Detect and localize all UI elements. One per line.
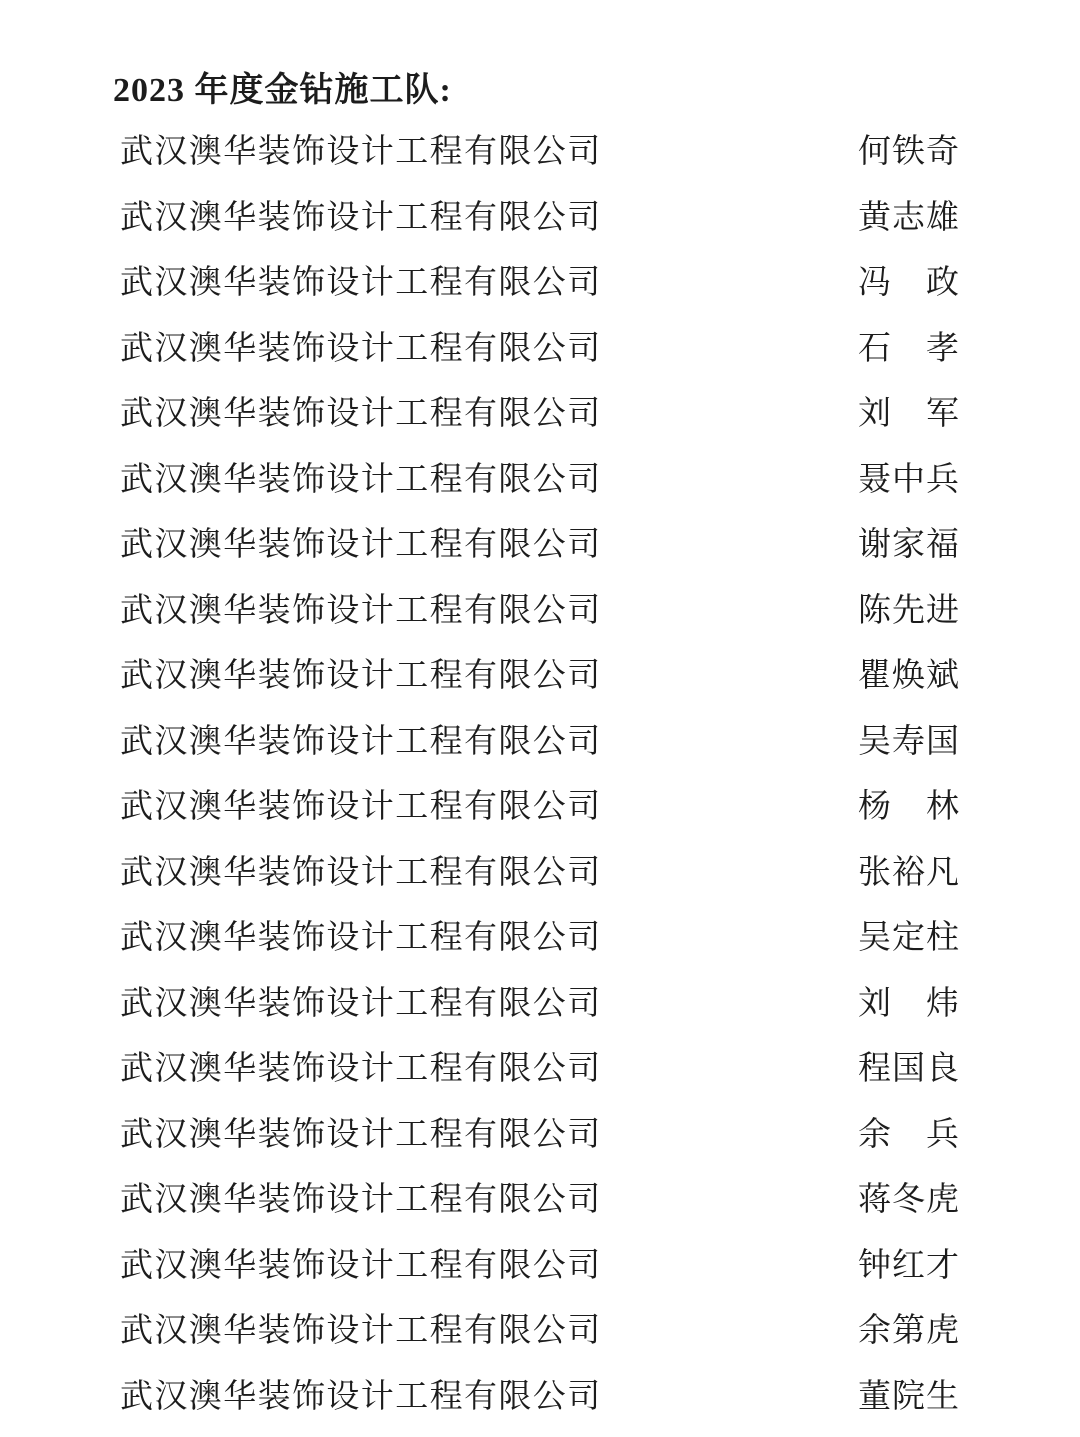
company-name: 武汉澳华装饰设计工程有限公司 xyxy=(120,265,602,302)
company-name: 武汉澳华装饰设计工程有限公司 xyxy=(120,1051,602,1088)
company-name: 武汉澳华装饰设计工程有限公司 xyxy=(120,461,602,498)
person-name: 黄志雄 xyxy=(858,199,960,236)
company-name: 武汉澳华装饰设计工程有限公司 xyxy=(120,1247,602,1284)
list-item xyxy=(0,837,1080,903)
company-name: 武汉澳华装饰设计工程有限公司 xyxy=(120,134,602,171)
person-name: 董院生 xyxy=(858,1378,960,1415)
list-item xyxy=(0,968,1080,1034)
person-name: 钟红才 xyxy=(858,1247,960,1284)
person-name: 冯 政 xyxy=(858,265,960,302)
list-item xyxy=(0,182,1080,248)
person-name: 聂中兵 xyxy=(858,461,960,498)
list-item xyxy=(0,444,1080,510)
list-item xyxy=(0,902,1080,968)
company-name: 武汉澳华装饰设计工程有限公司 xyxy=(120,1182,602,1219)
person-name: 程国良 xyxy=(858,1051,960,1088)
company-name: 武汉澳华装饰设计工程有限公司 xyxy=(120,527,602,564)
person-name: 瞿焕斌 xyxy=(858,658,960,695)
company-name: 武汉澳华装饰设计工程有限公司 xyxy=(120,789,602,826)
list-item xyxy=(0,1033,1080,1099)
person-name: 吴寿国 xyxy=(858,723,960,760)
list-item xyxy=(0,247,1080,313)
company-name: 武汉澳华装饰设计工程有限公司 xyxy=(120,1378,602,1415)
company-name: 武汉澳华装饰设计工程有限公司 xyxy=(120,1313,602,1350)
list-item xyxy=(0,1230,1080,1296)
company-name: 武汉澳华装饰设计工程有限公司 xyxy=(120,985,602,1022)
person-name: 余 兵 xyxy=(858,1116,960,1153)
person-name: 杨 林 xyxy=(858,789,960,826)
person-name: 刘 军 xyxy=(858,396,960,433)
list-item xyxy=(0,1099,1080,1165)
person-name: 余第虎 xyxy=(858,1313,960,1350)
person-name: 吴定柱 xyxy=(858,920,960,957)
list-item xyxy=(0,575,1080,641)
person-name: 刘 炜 xyxy=(858,985,960,1022)
list-item xyxy=(0,706,1080,772)
list-item xyxy=(0,1361,1080,1427)
company-name: 武汉澳华装饰设计工程有限公司 xyxy=(120,1116,602,1153)
list-item xyxy=(0,378,1080,444)
page-title: 2023 年度金钻施工队: xyxy=(113,72,452,109)
list-item xyxy=(0,1295,1080,1361)
person-name: 张裕凡 xyxy=(858,854,960,891)
award-list xyxy=(0,116,1080,1426)
company-name: 武汉澳华装饰设计工程有限公司 xyxy=(120,854,602,891)
person-name: 石 孝 xyxy=(858,330,960,367)
list-item xyxy=(0,509,1080,575)
company-name: 武汉澳华装饰设计工程有限公司 xyxy=(120,330,602,367)
company-name: 武汉澳华装饰设计工程有限公司 xyxy=(120,723,602,760)
person-name: 蒋冬虎 xyxy=(858,1182,960,1219)
list-item xyxy=(0,313,1080,379)
person-name: 何铁奇 xyxy=(858,134,960,171)
company-name: 武汉澳华装饰设计工程有限公司 xyxy=(120,592,602,629)
list-item xyxy=(0,1164,1080,1230)
company-name: 武汉澳华装饰设计工程有限公司 xyxy=(120,396,602,433)
list-item xyxy=(0,771,1080,837)
person-name: 谢家福 xyxy=(858,527,960,564)
company-name: 武汉澳华装饰设计工程有限公司 xyxy=(120,920,602,957)
list-item xyxy=(0,640,1080,706)
company-name: 武汉澳华装饰设计工程有限公司 xyxy=(120,199,602,236)
company-name: 武汉澳华装饰设计工程有限公司 xyxy=(120,658,602,695)
person-name: 陈先进 xyxy=(858,592,960,629)
list-item xyxy=(0,116,1080,182)
